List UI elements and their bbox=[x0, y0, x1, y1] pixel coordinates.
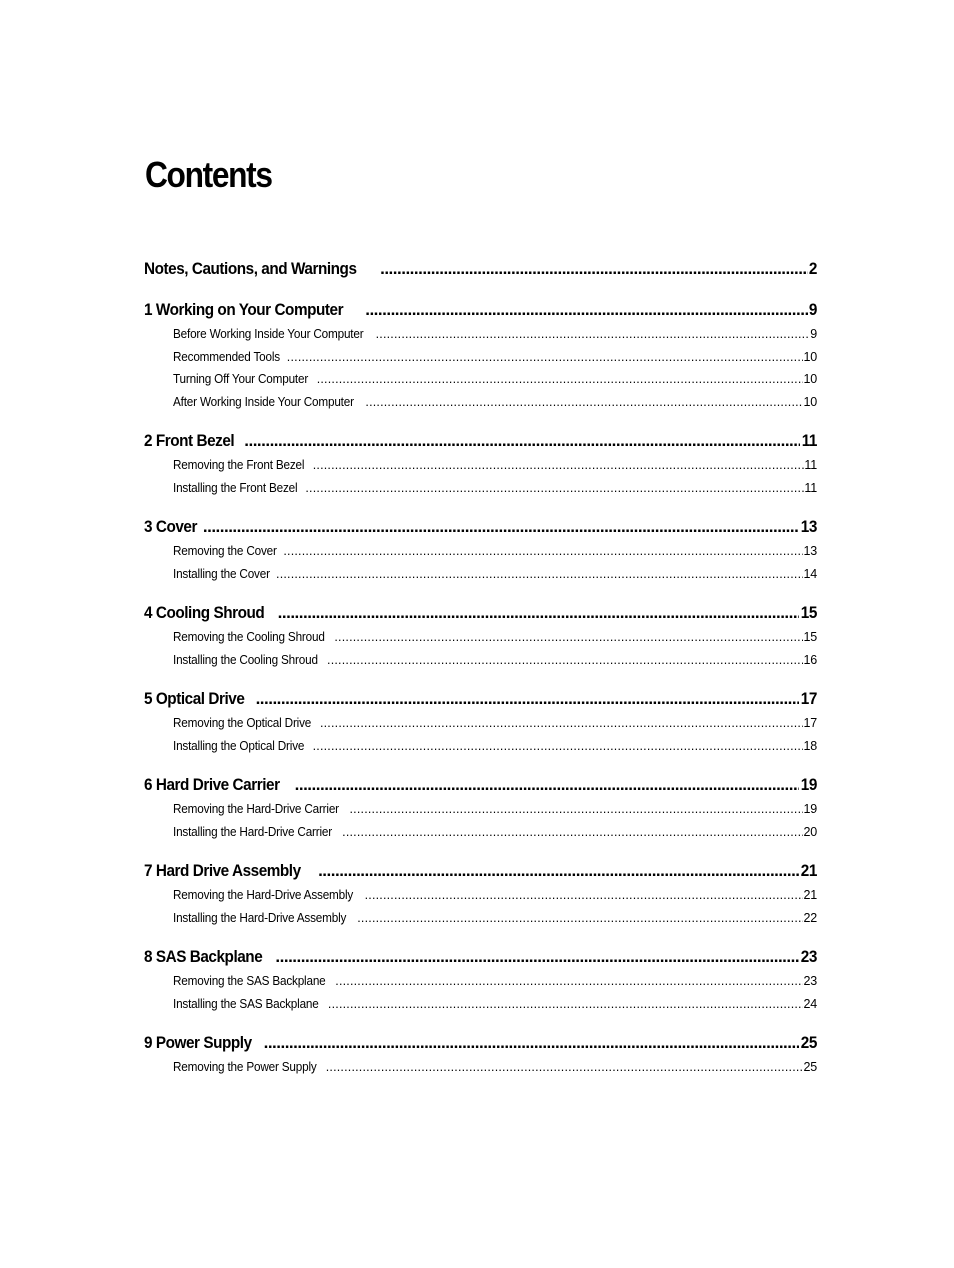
toc-subentry[interactable] bbox=[144, 368, 817, 391]
dot-leader bbox=[320, 712, 804, 735]
dot-leader bbox=[365, 391, 803, 414]
toc-chapter-page-number: 21 bbox=[800, 861, 817, 880]
toc-chapter-entry[interactable] bbox=[144, 599, 817, 626]
toc-subentry-title: Removing the Hard-Drive Carrier bbox=[173, 802, 339, 816]
toc-section bbox=[144, 255, 817, 282]
dot-leader bbox=[305, 477, 804, 500]
toc-chapter-page-number: 11 bbox=[801, 431, 817, 450]
toc-subentry[interactable] bbox=[144, 477, 817, 500]
toc-subentry[interactable] bbox=[144, 563, 817, 586]
dot-leader bbox=[287, 346, 804, 369]
toc-subentry-page-number: 23 bbox=[803, 974, 817, 988]
dot-leader bbox=[327, 649, 803, 672]
toc-subentry-page-number: 19 bbox=[803, 802, 817, 816]
toc-subentry-page-number: 10 bbox=[803, 372, 817, 386]
toc-subentry-page-number: 14 bbox=[803, 566, 817, 581]
toc-subentry-title: After Working Inside Your Computer bbox=[173, 394, 354, 409]
dot-leader bbox=[365, 884, 804, 907]
toc-subentry[interactable] bbox=[144, 1056, 817, 1079]
toc-chapter-page-number: 23 bbox=[800, 947, 817, 966]
toc-subentry-title: Recommended Tools bbox=[173, 349, 280, 364]
toc-section bbox=[144, 771, 817, 843]
dot-leader bbox=[350, 798, 804, 821]
toc-subentry-title: Removing the Power Supply bbox=[173, 1060, 317, 1074]
toc-subentry[interactable] bbox=[144, 907, 817, 930]
toc-chapter-entry[interactable] bbox=[144, 255, 817, 282]
toc-subentry[interactable] bbox=[144, 735, 817, 758]
toc-chapter-title: 2 Front Bezel bbox=[144, 431, 235, 450]
toc-chapter-page-number: 13 bbox=[800, 517, 817, 536]
toc-chapter-entry[interactable] bbox=[144, 513, 817, 540]
toc-subentry-page-number: 9 bbox=[810, 327, 817, 341]
toc-chapter-entry[interactable] bbox=[144, 943, 817, 970]
toc-subentry-title: Installing the Cover bbox=[173, 566, 270, 581]
dot-leader bbox=[334, 626, 803, 649]
toc-subentry-title: Removing the Cover bbox=[173, 544, 277, 558]
toc-chapter-title: Notes, Cautions, and Warnings bbox=[144, 259, 357, 278]
toc-chapter-title: 8 SAS Backplane bbox=[144, 947, 263, 966]
dot-leader bbox=[264, 1029, 799, 1056]
dot-leader bbox=[318, 857, 799, 884]
toc-section bbox=[144, 427, 817, 499]
dot-leader bbox=[203, 513, 799, 540]
dot-leader bbox=[376, 323, 811, 346]
toc-subentry-page-number: 10 bbox=[803, 349, 817, 364]
dot-leader bbox=[317, 368, 804, 391]
toc-subentry[interactable] bbox=[144, 798, 817, 821]
toc-section bbox=[144, 1029, 817, 1079]
toc-subentry-page-number: 11 bbox=[804, 458, 817, 472]
toc-chapter-entry[interactable] bbox=[144, 427, 817, 454]
toc-subentry[interactable] bbox=[144, 821, 817, 844]
toc-subentry-title: Installing the Hard-Drive Assembly bbox=[173, 910, 347, 925]
dot-leader bbox=[313, 454, 805, 477]
toc-subentry[interactable] bbox=[144, 454, 817, 477]
toc-chapter-page-number: 9 bbox=[808, 300, 817, 319]
toc-chapter-page-number: 25 bbox=[800, 1033, 817, 1052]
toc-chapter-page-number: 15 bbox=[800, 603, 817, 622]
toc-section bbox=[144, 685, 817, 757]
toc-subentry-title: Turning Off Your Computer bbox=[173, 372, 309, 386]
toc-subentry-title: Installing the Optical Drive bbox=[173, 738, 305, 753]
toc-chapter-title: 7 Hard Drive Assembly bbox=[144, 861, 301, 880]
toc-chapter-entry[interactable] bbox=[144, 771, 817, 798]
toc-chapter-title: 9 Power Supply bbox=[144, 1033, 252, 1052]
toc-subentry[interactable] bbox=[144, 391, 817, 414]
toc-chapter-page-number: 17 bbox=[800, 689, 817, 708]
toc-subentry[interactable] bbox=[144, 993, 817, 1016]
toc-subentry-page-number: 11 bbox=[804, 480, 817, 495]
toc-subentry[interactable] bbox=[144, 323, 817, 346]
toc-subentry[interactable] bbox=[144, 712, 817, 735]
toc-subentry-title: Removing the Cooling Shroud bbox=[173, 630, 325, 644]
toc-subentry[interactable] bbox=[144, 970, 817, 993]
toc-chapter-title: 5 Optical Drive bbox=[144, 689, 245, 708]
toc-subentry[interactable] bbox=[144, 626, 817, 649]
toc-subentry-page-number: 16 bbox=[803, 652, 817, 667]
toc-subentry[interactable] bbox=[144, 540, 817, 563]
toc-subentry[interactable] bbox=[144, 346, 817, 369]
dot-leader bbox=[328, 993, 804, 1016]
toc-subentry-title: Installing the Cooling Shroud bbox=[173, 652, 318, 667]
dot-leader bbox=[244, 427, 800, 454]
dot-leader bbox=[313, 735, 804, 758]
dot-leader bbox=[283, 540, 803, 563]
toc-subentry[interactable] bbox=[144, 649, 817, 672]
toc-chapter-title: 6 Hard Drive Carrier bbox=[144, 775, 280, 794]
toc-subentry-page-number: 18 bbox=[803, 738, 817, 753]
dot-leader bbox=[380, 255, 808, 282]
toc-subentry[interactable] bbox=[144, 884, 817, 907]
dot-leader bbox=[276, 563, 803, 586]
toc-chapter-page-number: 19 bbox=[800, 775, 817, 794]
toc-subentry-page-number: 25 bbox=[803, 1060, 817, 1074]
toc-section bbox=[144, 599, 817, 671]
toc-subentry-page-number: 17 bbox=[803, 716, 817, 730]
toc-section bbox=[144, 296, 817, 413]
dot-leader bbox=[326, 1056, 804, 1079]
toc-subentry-page-number: 24 bbox=[803, 996, 817, 1011]
dot-leader bbox=[278, 599, 799, 626]
toc-subentry-page-number: 22 bbox=[803, 910, 817, 925]
toc-chapter-entry[interactable] bbox=[144, 296, 817, 323]
toc-chapter-title: 3 Cover bbox=[144, 517, 197, 536]
toc-subentry-title: Installing the SAS Backplane bbox=[173, 996, 319, 1011]
toc-subentry-page-number: 13 bbox=[803, 544, 817, 558]
toc-section bbox=[144, 943, 817, 1015]
dot-leader bbox=[275, 943, 799, 970]
toc-section bbox=[144, 857, 817, 929]
toc-chapter-entry[interactable] bbox=[144, 857, 817, 884]
toc-subentry-title: Removing the Optical Drive bbox=[173, 716, 312, 730]
toc-subentry-page-number: 20 bbox=[803, 824, 817, 839]
toc-subentry-page-number: 15 bbox=[803, 630, 817, 644]
toc-subentry-title: Before Working Inside Your Computer bbox=[173, 327, 364, 341]
dot-leader bbox=[365, 296, 808, 323]
dot-leader bbox=[357, 907, 803, 930]
toc-subentry-title: Removing the Hard-Drive Assembly bbox=[173, 888, 354, 902]
toc-subentry-title: Removing the SAS Backplane bbox=[173, 974, 326, 988]
toc-subentry-title: Removing the Front Bezel bbox=[173, 458, 305, 472]
dot-leader bbox=[256, 685, 800, 712]
dot-leader bbox=[342, 821, 803, 844]
table-of-contents bbox=[144, 255, 817, 1079]
dot-leader bbox=[335, 970, 803, 993]
toc-chapter-title: 1 Working on Your Computer bbox=[144, 300, 344, 319]
page-title: Contents bbox=[145, 154, 272, 195]
toc-chapter-title: 4 Cooling Shroud bbox=[144, 603, 265, 622]
toc-subentry-page-number: 21 bbox=[803, 888, 817, 902]
toc-chapter-entry[interactable] bbox=[144, 1029, 817, 1056]
toc-subentry-title: Installing the Front Bezel bbox=[173, 480, 298, 495]
toc-subentry-page-number: 10 bbox=[803, 394, 817, 409]
toc-chapter-page-number: 2 bbox=[808, 259, 817, 278]
dot-leader bbox=[295, 771, 799, 798]
toc-chapter-entry[interactable] bbox=[144, 685, 817, 712]
toc-section bbox=[144, 513, 817, 585]
toc-subentry-title: Installing the Hard-Drive Carrier bbox=[173, 824, 333, 839]
